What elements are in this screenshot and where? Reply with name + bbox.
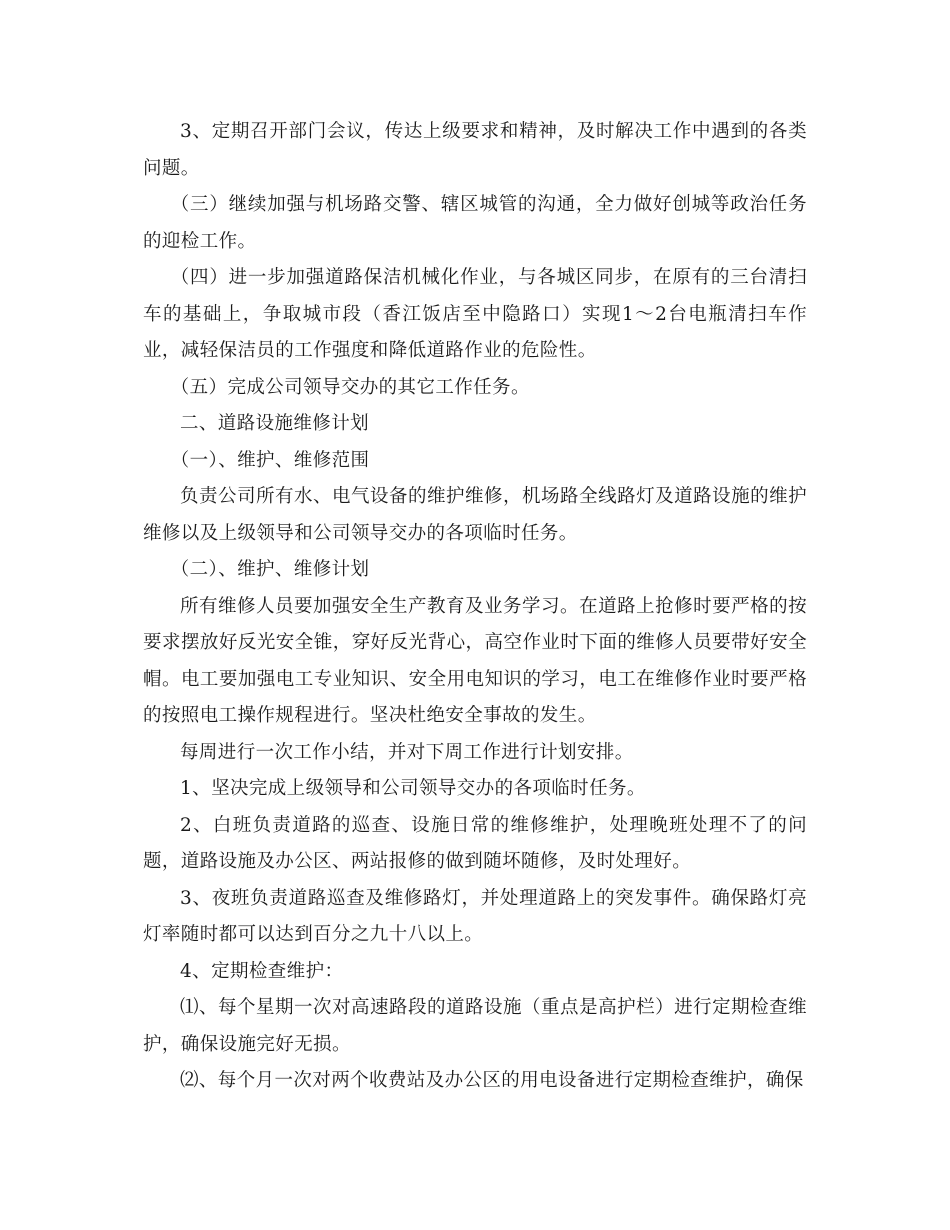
list-item-4: 4、定期检查维护： xyxy=(180,960,344,982)
paragraph-1: 3、定期召开部门会议，传达上级要求和精神，及时解决工作中遇到的各类问题。 xyxy=(143,121,807,179)
subheading-scope: （一）、维护、维修范围 xyxy=(170,449,370,471)
list-item-3: 3、夜班负责道路巡查及维修路灯，并处理道路上的突发事件。确保路灯亮灯率随时都可以达到百分之九十八以上。 xyxy=(143,887,807,945)
list-item-2: 2、白班负责道路的巡查、设施日常的维修维护，处理晚班处理不了的问题，道路设施及办公区、两站报修的做到随坏随修，及时处理好。 xyxy=(143,814,807,872)
subheading-plan: （二）、维护、维修计划 xyxy=(170,559,370,580)
sub-item-2: ⑵、每个月一次对两个收费站及办公区的用电设备进行定期检查维护，确保 xyxy=(180,1070,804,1091)
paragraph-7: 负责公司所有水、电气设备的维护维修，机场路全线路灯及道路设施的维护维修以及上级领导和公司领导交办的各项临时任务。 xyxy=(143,486,807,544)
paragraph-9: 所有维修人员要加强安全生产教育及业务学习。在道路上抢修时要严格的按要求摆放好反光安全锥，穿好反光背心，高空作业时下面的维修人员要带好安全帽。电工要加强电工专业知识、安全用电知识的学习，电工在维修作业时要严格的按照电工操作规程进行。坚决杜绝安全事故的发生。 xyxy=(143,595,807,726)
paragraph-3: （四）进一步加强道路保洁机械化作业，与各城区同步，在原有的三台清扫车的基础上，争取城市段（香江饭店至中隐路口）实现1～2台电瓶清扫车作业，减轻保洁员的工作强度和降低道路作业的危险性。 xyxy=(143,267,807,361)
paragraph-4: （五）完成公司领导交办的其它工作任务。 xyxy=(170,376,530,398)
document-page xyxy=(143,114,807,1100)
section-heading: 二、道路设施维修计划 xyxy=(180,413,370,434)
list-item-1: 1、坚决完成上级领导和公司领导交办的各项临时任务。 xyxy=(180,778,646,799)
sub-item-1: ⑴、每个星期一次对高速路段的道路设施（重点是高护栏）进行定期检查维护，确保设施完好无损。 xyxy=(143,997,807,1055)
paragraph-10: 每周进行一次工作小结，并对下周工作进行计划安排。 xyxy=(180,741,634,763)
paragraph-2: （三）继续加强与机场路交警、辖区城管的沟通，全力做好创城等政治任务的迎检工作。 xyxy=(143,194,807,252)
